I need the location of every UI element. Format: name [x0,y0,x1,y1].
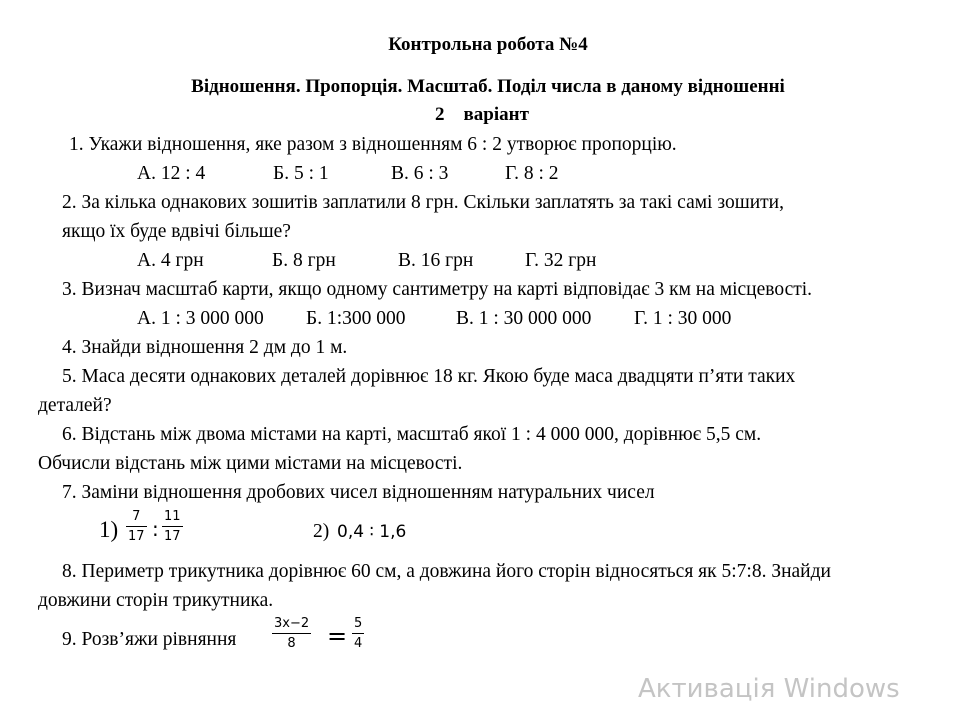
q7-fraction-2 [162,510,183,543]
q7-fraction-1-denominator: 17 [128,529,145,544]
q1-option-c: В. 6 : 3 [391,163,449,184]
q7-fraction-1-numerator: 7 [132,509,141,524]
question-6-line-1: 6. Відстань між двома містами на карті, масштаб якої 1 : 4 000 000, дорівнює 5,5 см. [62,424,762,445]
q7-part-1-label: 1) [99,517,119,542]
q9-lhs-numerator: 3x−2 [274,616,310,631]
q7-fraction-1 [126,510,147,543]
q3-option-b: Б. 1:300 000 [306,308,406,329]
test-title: Контрольна робота №4 [388,34,588,55]
q2-option-d: Г. 32 грн [525,250,597,271]
q9-rhs-fraction [352,617,364,650]
q9-rhs-denominator: 4 [354,636,363,651]
q1-option-b: Б. 5 : 1 [273,163,329,184]
q2-option-c: В. 16 грн [398,250,474,271]
question-2-line-2: якщо їх буде вдвічі більше? [62,221,291,242]
q9-rhs-numerator: 5 [354,616,363,631]
question-5-line-2: деталей? [38,395,112,416]
q7-part-2-expression: 0,4 ∶ 1,6 [337,522,407,542]
q3-option-d: Г. 1 : 30 000 [634,308,732,329]
q2-option-b: Б. 8 грн [272,250,336,271]
q7-fraction-2-numerator: 11 [164,509,181,524]
windows-activation-watermark: Активація Windows [638,674,900,704]
question-5-line-1: 5. Маса десяти однакових деталей дорівнює 18 кг. Якою буде маса двадцяти п’яти таких [62,366,796,387]
q1-option-a: А. 12 : 4 [137,163,206,184]
q9-lhs-denominator: 8 [287,636,296,651]
q7-colon: : [152,517,159,541]
q2-option-a: А. 4 грн [137,250,204,271]
question-8-line-1: 8. Периметр трикутника дорівнює 60 см, а довжина його сторін відносяться як 5:7:8. Знайди [62,561,831,582]
question-1-text: 1. Укажи відношення, яке разом з відношенням 6 : 2 утворює пропорцію. [69,134,677,155]
q1-option-d: Г. 8 : 2 [505,163,559,184]
variant-word: варіант [463,104,529,125]
q3-option-c: В. 1 : 30 000 000 [456,308,592,329]
question-7-text: 7. Заміни відношення дробових чисел відношенням натуральних чисел [62,482,655,503]
question-3-text: 3. Визнач масштаб карти, якщо одному сантиметру на карті відповідає 3 км на місцевості. [62,279,813,300]
q7-part-2-label: 2) [313,521,330,542]
test-subtitle: Відношення. Пропорція. Масштаб. Поділ числа в даному відношенні [191,76,785,97]
variant-label [0,104,970,126]
q7-fraction-2-denominator: 17 [164,529,181,544]
q3-option-a: А. 1 : 3 000 000 [137,308,264,329]
question-4-text: 4. Знайди відношення 2 дм до 1 м. [62,337,348,358]
question-8-line-2: довжини сторін трикутника. [38,590,274,611]
question-9-text: 9. Розв’яжи рівняння [62,629,237,650]
question-6-line-2: Обчисли відстань між цими містами на місцевості. [38,453,463,474]
variant-number: 2 [435,104,445,125]
q9-lhs-fraction [272,617,311,650]
question-2-line-1: 2. За кілька однакових зошитів заплатили 8 грн. Скільки заплатять за такі самі зошити, [62,192,784,213]
q9-equals-sign: = [327,622,348,650]
